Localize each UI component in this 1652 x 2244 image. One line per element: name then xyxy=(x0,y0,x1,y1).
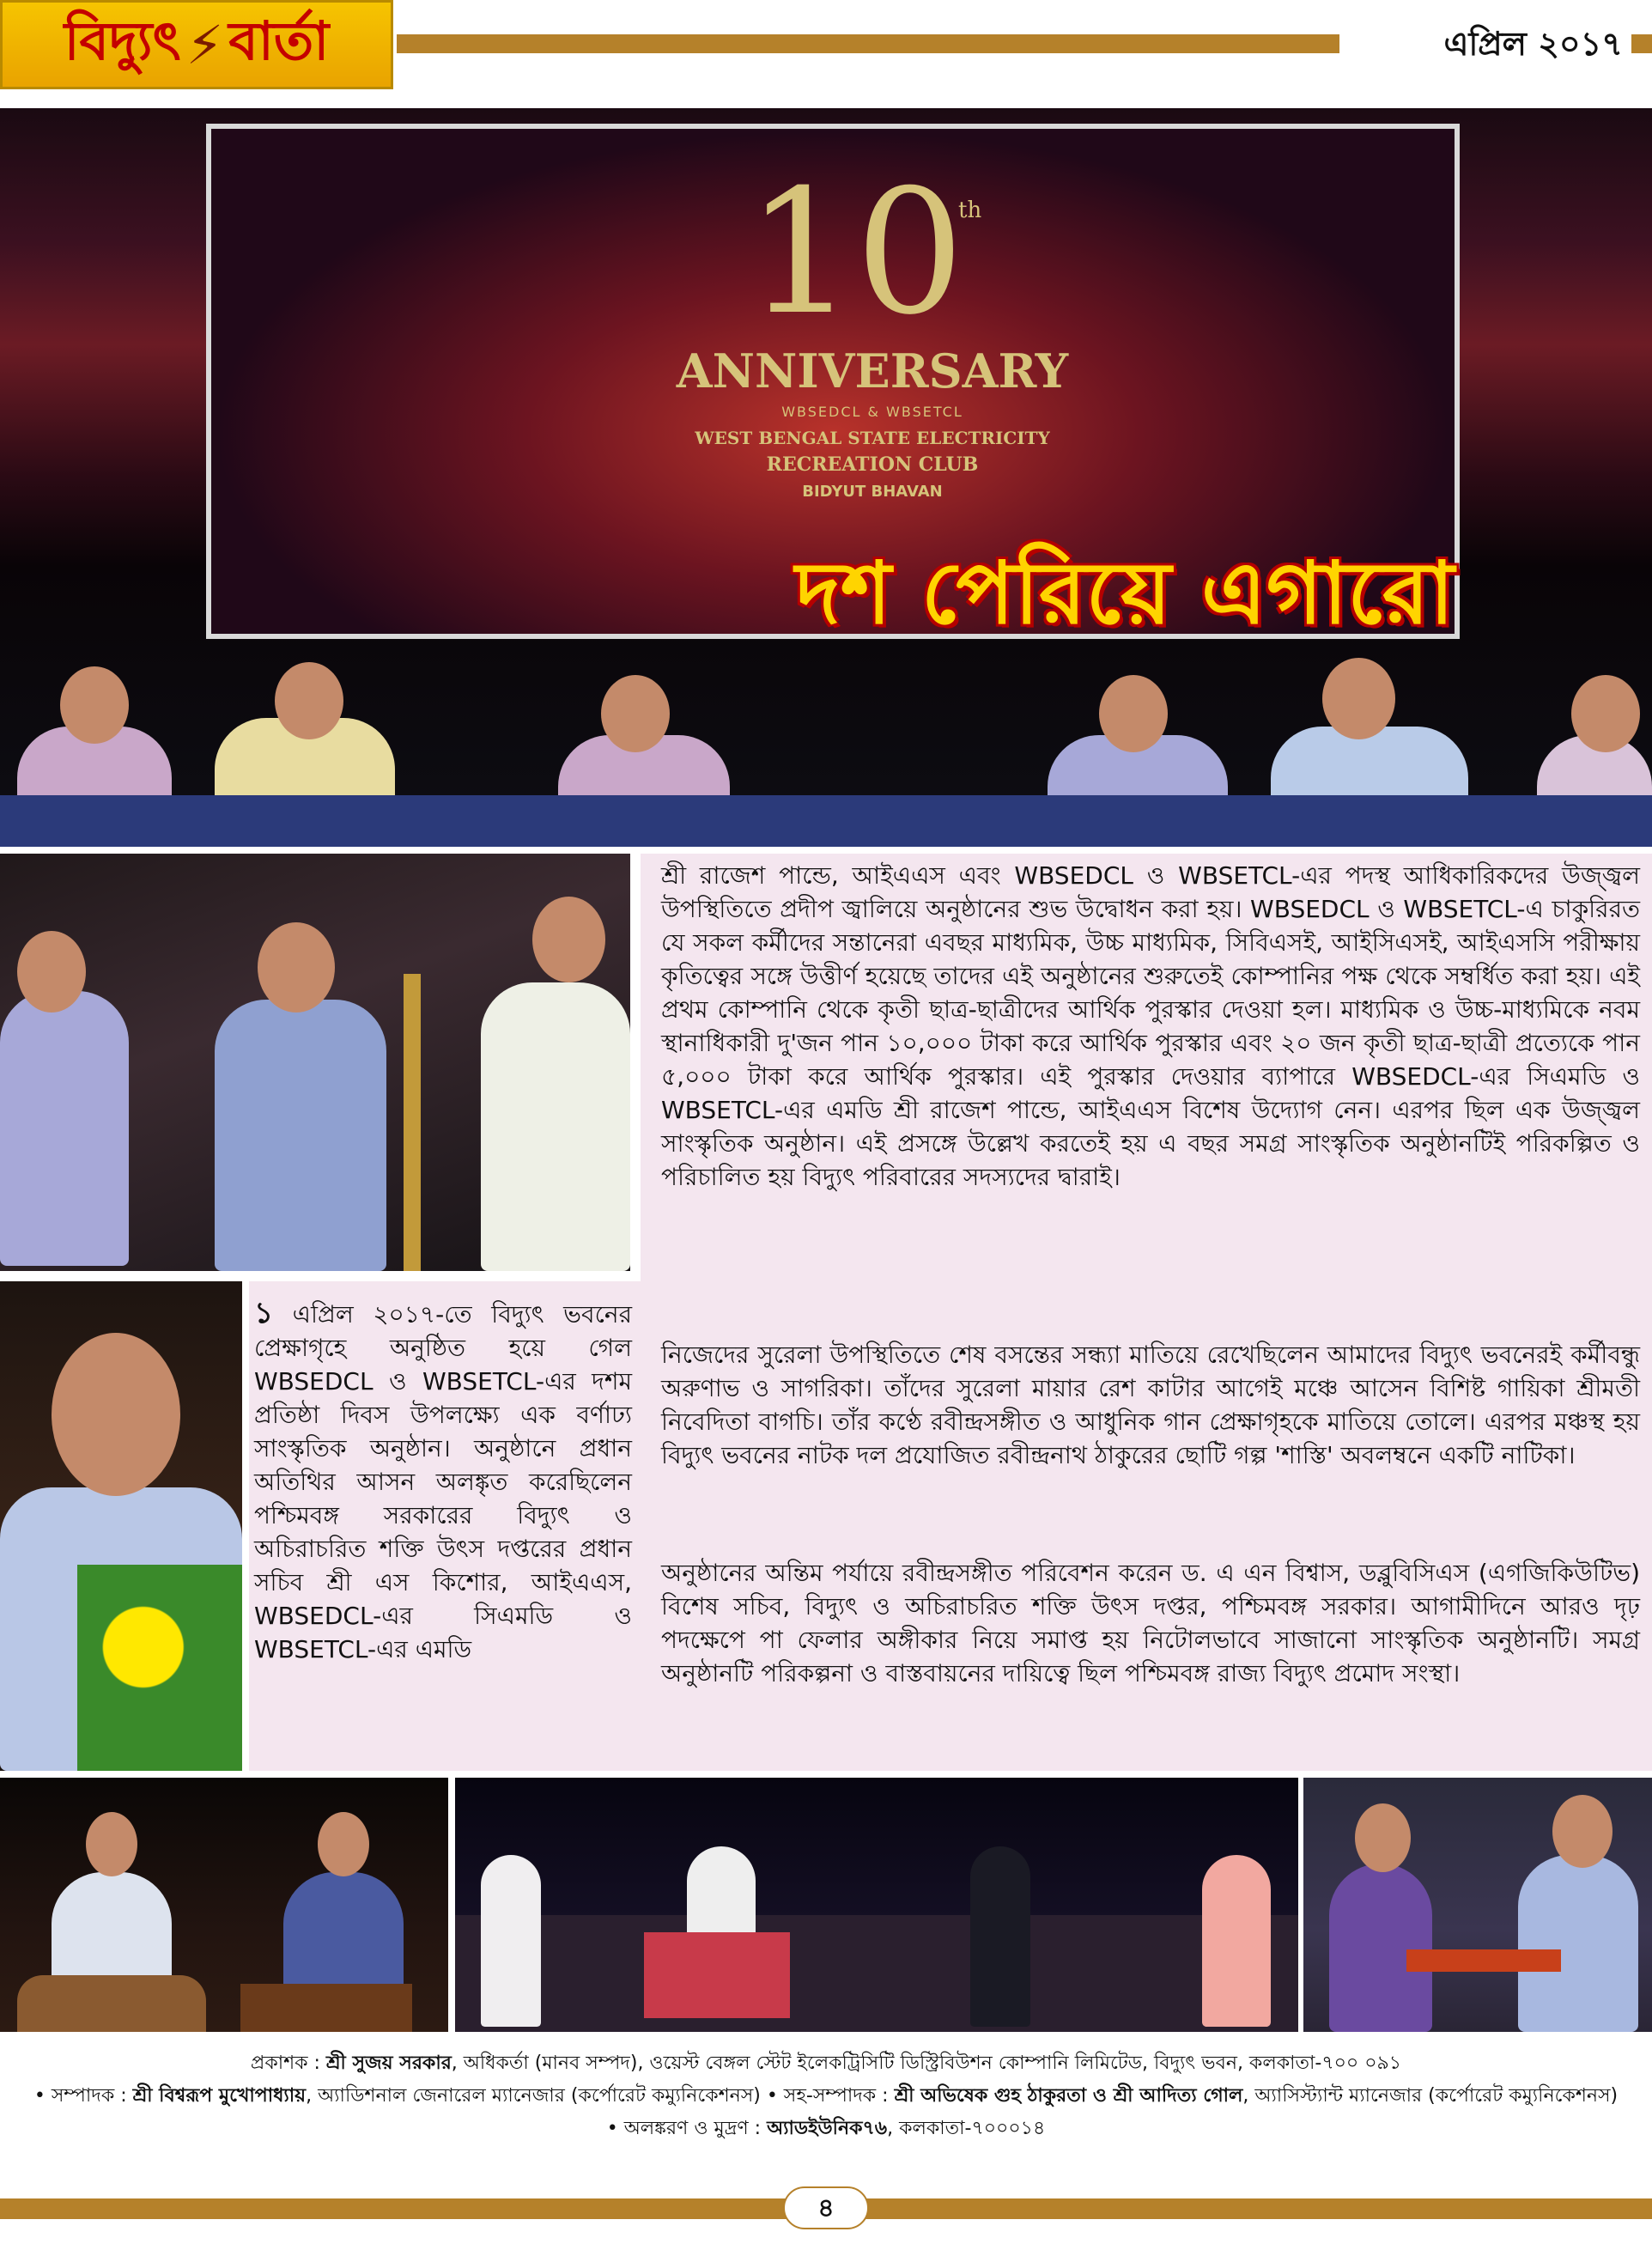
dignitary-head xyxy=(1322,658,1395,739)
banner-org-name: WEST BENGAL STATE ELECTRICITY xyxy=(695,428,1050,448)
print-line xyxy=(0,2113,1652,2145)
guest-figure xyxy=(0,991,129,1266)
banner-th: th xyxy=(958,198,982,223)
speaker-head xyxy=(52,1333,180,1496)
publisher-label: প্রকাশক : xyxy=(250,2052,326,2074)
student-head xyxy=(1355,1803,1411,1872)
presenter-figure xyxy=(1518,1855,1638,2032)
dignitary-head xyxy=(60,666,129,744)
brass-lamp xyxy=(404,974,421,1271)
actor-figure xyxy=(970,1846,1030,2027)
banner-anniversary: ANNIVERSARY xyxy=(676,344,1069,398)
print-name: অ্যাডইউনিক৭৬ xyxy=(767,2118,888,2139)
credits-block xyxy=(0,2047,1652,2168)
guest-figure xyxy=(481,982,630,1271)
guest-head xyxy=(532,897,605,982)
editor-label: • সম্পাদক : xyxy=(33,2085,133,2107)
dignitary-head xyxy=(275,662,343,739)
intro-text: এপ্রিল ২০১৭-তে বিদ্যুৎ ভবনের প্রেক্ষাগৃহে অনুষ্ঠিত হয়ে গেল WBSEDCL ও WBSETCL-এর দশম প্রতিষ্ঠা দিবস উপলক্ষ্যে এক বর্ণাঢ্য সাংস্কৃতিক অনুষ্ঠান। অনুষ্ঠানে প্রধান অতিথির আসন অলঙ্কৃত করেছিলেন পশ্চিমবঙ্গ সরকারের বিদ্যুৎ ও অচিরাচরিত শক্তি উৎস দপ্তরের প্রধান সচিব শ্রী এস কিশোর, আইএএস, WBSEDCL-এর সিএমডি ও WBSETCL-এর এমডি xyxy=(254,1300,632,1663)
publisher-name: শ্রী সুজয় সরকার xyxy=(325,2052,452,2074)
stage-photo xyxy=(0,108,1652,847)
banner-ten: 10 xyxy=(745,153,965,353)
banner-venue: BIDYUT BHAVAN xyxy=(802,483,943,501)
logo-text-right: বার্তা xyxy=(228,9,330,72)
lightning-bolt-icon: ⚡ xyxy=(185,13,224,76)
publisher-details: , অধিকর্তা (মানব সম্পদ), ওয়েস্ট বেঙ্গল স্টেট ইলেকট্রিসিটি ডিস্ট্রিবিউশন কোম্পানি লিমিটেড, বিদ্যুৎ ভবন, কলকাতা-৭০০ ০৯১ xyxy=(451,2052,1402,2074)
article-paragraph-3: অনুষ্ঠানের অন্তিম পর্যায়ে রবীন্দ্রসঙ্গীত পরিবেশন করেন ড. এ এন বিশ্বাস, ডব্লুবিসিএস (এগজিকিউটিভ) বিশেষ সচিব, বিদ্যুৎ ও অচিরাচরিত শক্তি উৎস দপ্তর, পশ্চিমবঙ্গ সরকার। আগামীদিনে আরও দৃঢ় পদক্ষেপে পা ফেলার অঙ্গীকার নিয়ে সমাপ্ত হয় নিটোলভাবে সাজানো সাংস্কৃতিক অনুষ্ঠানটি। সমগ্র অনুষ্ঠানটি পরিকল্পনা ও বাস্তবায়নের দায়িত্বে ছিল পশ্চিমবঙ্গ রাজ্য বিদ্যুৎ প্রমোদ সংস্থা। xyxy=(661,1559,1640,1688)
singer-head xyxy=(318,1812,369,1876)
singer-head xyxy=(86,1812,137,1876)
editor-name: শ্রী বিশ্বরূপ মুখোপাধ্যায় xyxy=(132,2085,307,2107)
dignitary-head xyxy=(601,675,670,752)
stage-table-prop xyxy=(644,1932,790,2018)
intro-dropcap: ১ xyxy=(254,1296,274,1330)
lamp-lighting-photo xyxy=(0,854,630,1271)
speaker-photo xyxy=(0,1281,242,1771)
intro-paragraph xyxy=(254,1297,632,1666)
guest-head xyxy=(17,931,86,1013)
award-gift xyxy=(1406,1949,1561,1972)
article-headline: দশ পেরিয়ে এগারো xyxy=(795,543,1455,643)
article-paragraph-1: শ্রী রাজেশ পান্ডে, আইএএস এবং WBSEDCL ও WBSETCL-এর পদস্থ আধিকারিকদের উজ্জ্বল উপস্থিতিতে প্রদীপ জ্বালিয়ে অনুষ্ঠানের শুভ উদ্বোধন করা হয়। WBSEDCL ও WBSETCL-এ চাকুরিরত যে সকল কর্মীদের সন্তানেরা এবছর মাধ্যমিক, উচ্চ মাধ্যমিক, সিবিএসই, আইসিএসই, আইএসসি পরীক্ষায় কৃতিত্বের সঙ্গে উত্তীর্ণ হয়েছে তাদের এই অনুষ্ঠানের শুরুতেই কোম্পানির পক্ষ থেকে সম্বর্ধিত করা হয়। এই প্রথম কোম্পানি থেকে কৃতী ছাত্র-ছাত্রীদের আর্থিক পুরস্কার দেওয়া হল। মাধ্যমিক ও উচ্চ-মাধ্যমিকে নবম স্থানাধিকারী দু'জন পান ১০,০০০ টাকা করে আর্থিক পুরস্কার এবং ২০ জন কৃতী ছাত্র-ছাত্রী প্রত্যেকে পান ৫,০০০ টাকা করে আর্থিক পুরস্কার। এই পুরস্কার দেওয়ার ব্যাপারে WBSEDCL-এর সিএমডি ও WBSETCL-এর এমডি শ্রী রাজেশ পান্ডে, আইএএস বিশেষ উদ্যোগ নেন। এরপর ছিল এক উজ্জ্বল সাংস্কৃতিক অনুষ্ঠান। এই প্রসঙ্গে উল্লেখ করতেই হয় এ বছর সমগ্র সাংস্কৃতিক অনুষ্ঠানটিই পরিকল্পিত ও পরিচালিত হয় বিদ্যুৎ পরিবারের সদস্যদের দ্বারাই। xyxy=(661,861,1640,1191)
prize-distribution-photo xyxy=(1303,1778,1652,2032)
issue-date: এপ্রিল ২০১৭ xyxy=(1339,19,1631,70)
tabla-drums xyxy=(17,1975,206,2032)
page-number: ৪ xyxy=(783,2186,869,2229)
print-label: • অলঙ্করণ ও মুদ্রণ : xyxy=(606,2118,768,2139)
student-figure xyxy=(1329,1864,1432,2032)
print-details: , কলকাতা-৭০০০১৪ xyxy=(887,2118,1046,2139)
presenter-head xyxy=(1552,1795,1613,1868)
banner-club: RECREATION CLUB xyxy=(766,453,979,476)
article-paragraph-2: নিজেদের সুরেলা উপস্থিতিতে শেষ বসন্তের সন্ধ্যা মাতিয়ে রেখেছিলেন আমাদের বিদ্যুৎ ভবনেরই কর্মীবন্ধু অরুণাভ ও সাগরিকা। তাঁদের সুরেলা মায়ার রেশ কাটার আগেই মঞ্চে আসেন বিশিষ্ট গায়িকা শ্রীমতী নিবেদিতা বাগচি। তাঁর কণ্ঠে রবীন্দ্রসঙ্গীত ও আধুনিক গান প্রেক্ষাগৃহকে মাতিয়ে তোলে। এরপর মঞ্চস্থ হয় বিদ্যুৎ ভবনের নাটক দল প্রযোজিত রবীন্দ্রনাথ ঠাকুরের ছোটি গল্প 'শাস্তি' অবলম্বনে একটি নাটিকা। xyxy=(661,1341,1640,1469)
publisher-line xyxy=(0,2047,1652,2080)
guest-figure xyxy=(215,1000,386,1271)
actor-figure xyxy=(1202,1855,1271,2027)
dignitary-head xyxy=(1099,675,1168,752)
drama-photo xyxy=(455,1778,1298,2032)
coeditor-details: , অ্যাসিস্ট্যান্ট ম্যানেজার (কর্পোরেট কম্যুনিকেশনস) xyxy=(1242,2085,1619,2107)
guest-head xyxy=(258,922,335,1013)
harmonium xyxy=(240,1984,412,2032)
actor-figure xyxy=(481,1855,541,2027)
logo-text-left: বিদ্যুৎ xyxy=(64,9,181,72)
editor-details: , অ্যাডিশনাল জেনারেল ম্যানেজার (কর্পোরেট কম্যুনিকেশনস) • সহ-সম্পাদক : xyxy=(306,2085,895,2107)
music-performance-photo xyxy=(0,1778,448,2032)
editor-line xyxy=(0,2080,1652,2113)
banner-org-code: WBSEDCL & WBSETCL xyxy=(781,404,963,420)
masthead-logo xyxy=(0,0,393,89)
dais-table xyxy=(0,795,1652,847)
dignitary-head xyxy=(1571,675,1640,752)
coeditor-names: শ্রী অভিষেক গুহ ঠাকুরতা ও শ্রী আদিত্য গোল xyxy=(894,2085,1243,2107)
flower-bouquet xyxy=(77,1565,242,1771)
stage-floor xyxy=(455,1915,1298,2032)
